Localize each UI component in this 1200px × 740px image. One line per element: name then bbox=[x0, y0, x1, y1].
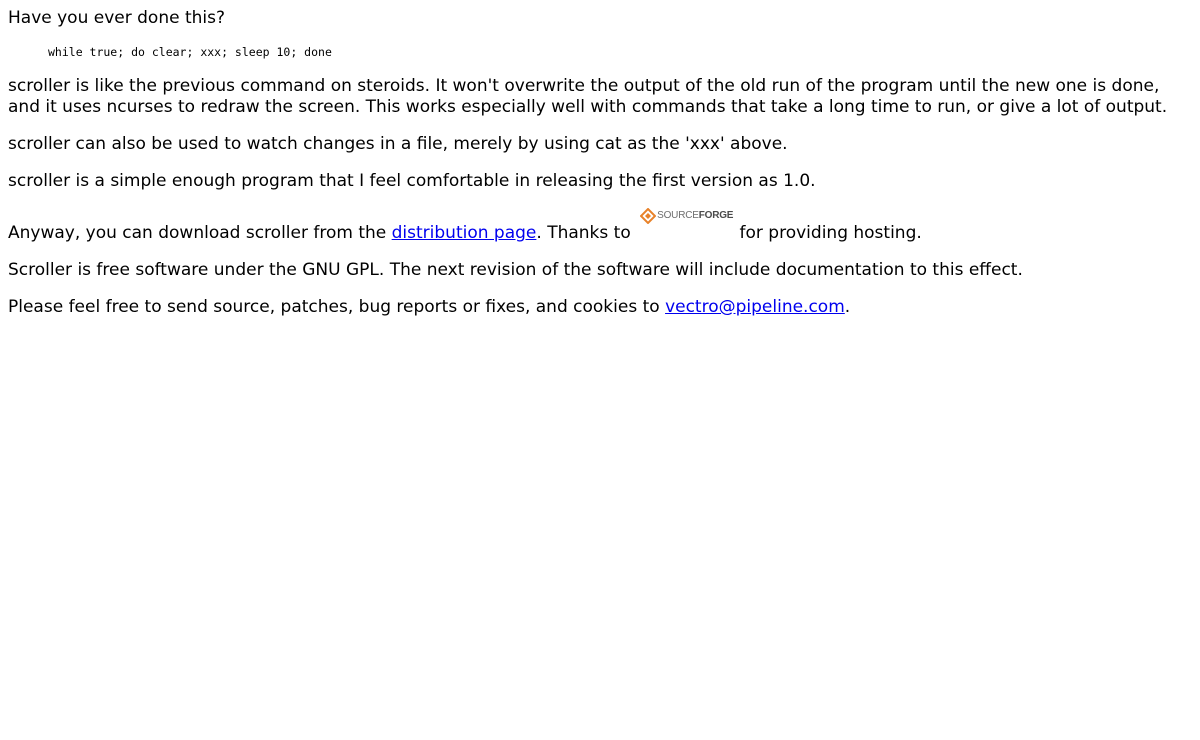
sourceforge-text-light: SOURCE bbox=[657, 210, 699, 221]
intro-text: Have you ever done this? bbox=[8, 8, 226, 28]
steroids-paragraph: scroller is like the previous command on steroids. It won't overwrite the output of the old run of the program until the new one is done, and it uses ncurses to redraw the screen. This works especially well with commands that take a long time to run, or give a lot of output. bbox=[8, 76, 1168, 117]
version-paragraph: scroller is a simple enough program that I feel comfortable in releasing the first version as 1.0. bbox=[8, 171, 816, 191]
distribution-page-link[interactable]: distribution page bbox=[391, 223, 537, 243]
download-text-middle: . Thanks to bbox=[536, 223, 637, 243]
download-text-before: Anyway, you can download scroller from the bbox=[8, 223, 392, 243]
cat-paragraph: scroller can also be used to watch changes in a file, merely by using cat as the 'xxx' above. bbox=[8, 134, 788, 154]
sourceforge-diamond-icon bbox=[640, 208, 656, 224]
contact-text-after: . bbox=[844, 297, 851, 317]
sourceforge-logo[interactable] bbox=[640, 210, 734, 240]
gpl-paragraph: Scroller is free software under the GNU GPL. The next revision of the software will include documentation to this effect. bbox=[8, 260, 1023, 280]
download-paragraph bbox=[8, 210, 1192, 244]
contact-text-before: Please feel free to send source, patches, bug reports or fixes, and cookies to bbox=[8, 297, 666, 317]
page-body bbox=[0, 0, 1200, 318]
command-example: while true; do clear; xxx; sleep 10; done bbox=[48, 45, 332, 59]
contact-paragraph bbox=[8, 297, 1192, 318]
sourceforge-wordmark bbox=[657, 210, 733, 222]
email-link[interactable]: vectro@pipeline.com bbox=[665, 297, 845, 317]
download-text-after: for providing hosting. bbox=[734, 223, 922, 243]
sourceforge-text-bold: FORGE bbox=[698, 210, 734, 221]
